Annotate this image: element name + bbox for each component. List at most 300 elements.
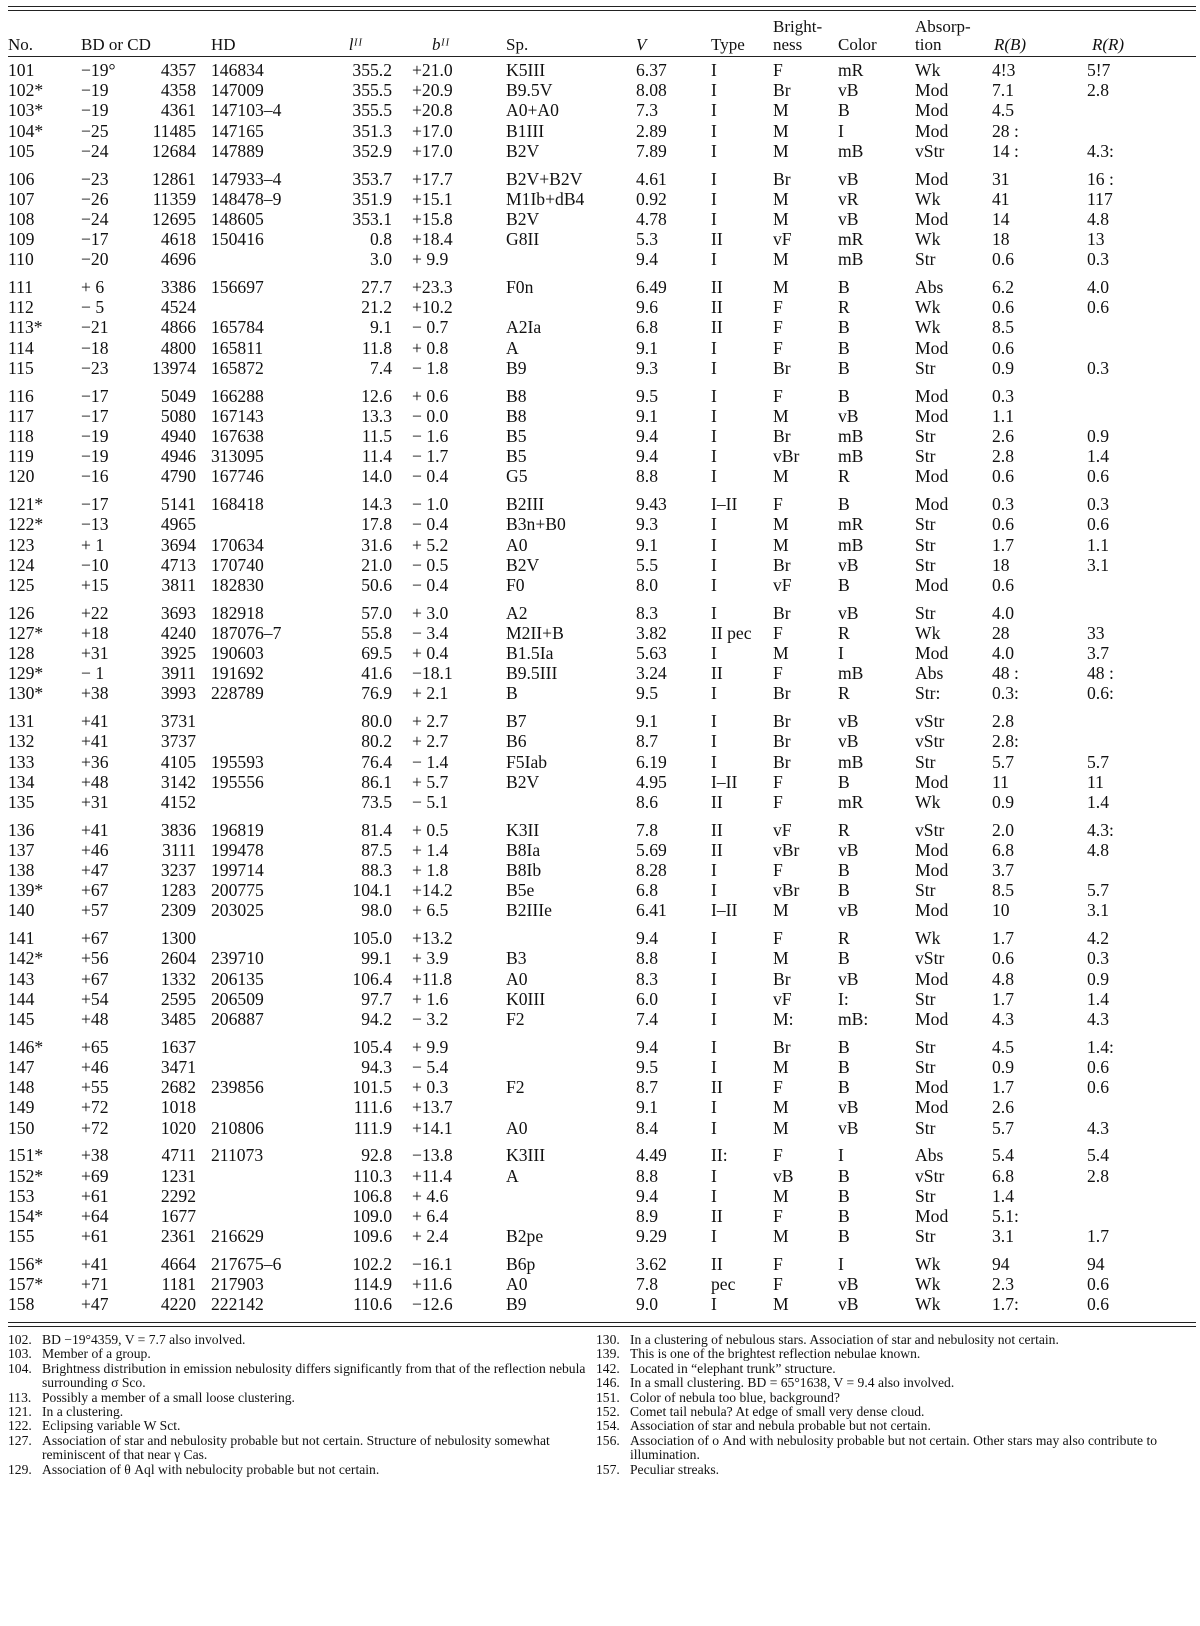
star-number: 149	[8, 1097, 35, 1118]
bd-number: 13974	[152, 357, 196, 378]
spectral-type: B3	[506, 948, 527, 969]
footnote-number: 151.	[596, 1389, 620, 1405]
radius-red: 0.9	[1087, 425, 1109, 446]
spectral-type: B1III	[506, 120, 545, 141]
header-galactic-longitude: lᴵᴵ	[348, 35, 363, 54]
absorption: Wk	[915, 1294, 941, 1315]
brightness: M	[773, 277, 789, 298]
header-spectral-type: Sp.	[506, 35, 529, 54]
galactic-longitude: 353.7	[352, 168, 392, 189]
nebula-type: I	[711, 249, 717, 270]
nebula-type: I–II	[711, 771, 738, 792]
brightness: M	[773, 188, 789, 209]
radius-blue: 1.4	[992, 1185, 1014, 1206]
hd-number	[211, 1037, 319, 1057]
bd-number: 1283	[160, 880, 196, 901]
galactic-latitude: − 1.6	[412, 425, 449, 446]
table-row	[8, 1118, 1196, 1138]
nebula-type: II	[711, 277, 723, 298]
table-row	[8, 1166, 1196, 1186]
color: vB	[838, 602, 859, 623]
star-number: 138	[8, 860, 35, 881]
absorption: vStr	[915, 819, 945, 840]
radius-red: 0.6:	[1087, 683, 1114, 704]
spectral-type: B7	[506, 711, 527, 732]
brightness: F	[773, 663, 783, 684]
magnitude: 4.95	[636, 771, 667, 792]
absorption: Mod	[915, 771, 949, 792]
table-body	[8, 57, 1196, 1314]
absorption: Wk	[915, 297, 941, 318]
galactic-latitude: + 3.0	[412, 602, 449, 623]
galactic-longitude: 105.4	[352, 1036, 392, 1057]
nebula-type: I	[711, 988, 717, 1009]
bd-number: 4358	[160, 80, 196, 101]
galactic-longitude: 104.1	[352, 880, 392, 901]
nebula-type: pec	[711, 1274, 736, 1295]
hd-number: 167638	[211, 425, 264, 446]
brightness: F	[773, 297, 783, 318]
color: mR	[838, 60, 864, 80]
hd-number: 217675–6	[211, 1253, 282, 1274]
nebula-type: I	[711, 534, 717, 555]
top-rule	[8, 6, 1196, 7]
absorption: Str	[915, 534, 936, 555]
radius-red	[1062, 1097, 1144, 1117]
table-row	[8, 820, 1196, 840]
radius-blue: 3.1	[992, 1226, 1014, 1247]
nebula-type: I	[711, 466, 717, 487]
radius-red	[1062, 386, 1144, 406]
galactic-latitude: − 3.4	[412, 622, 449, 643]
magnitude: 4.49	[636, 1145, 667, 1166]
bd-number: 4240	[160, 622, 196, 643]
hd-number: 167746	[211, 466, 264, 487]
star-number: 113*	[8, 317, 43, 338]
color: B	[838, 494, 850, 515]
bd-designation	[81, 603, 211, 623]
galactic-longitude: 11.4	[361, 446, 392, 467]
absorption: Mod	[915, 900, 949, 921]
bd-zone: −18	[81, 337, 109, 358]
bd-zone: +41	[81, 1253, 109, 1274]
table-row	[8, 249, 1196, 269]
footnote-number: 104.	[8, 1360, 32, 1376]
magnitude: 7.8	[636, 1274, 658, 1295]
magnitude: 8.7	[636, 1077, 658, 1098]
spectral-type: F2	[506, 1009, 525, 1029]
radius-blue: 0.6	[992, 337, 1014, 358]
magnitude: 9.1	[636, 1097, 658, 1118]
spectral-type: K3II	[506, 819, 540, 840]
table-row	[8, 209, 1196, 229]
radius-red	[1062, 731, 1144, 751]
document-page	[0, 6, 1200, 1626]
absorption: Mod	[915, 839, 949, 860]
bd-designation	[81, 514, 211, 534]
brightness: Br	[773, 711, 791, 732]
spectral-type: A2	[506, 602, 528, 623]
footnote-text: In a clustering of nebulous stars. Association of star and nebulosity not certain.	[630, 1332, 1059, 1347]
star-number: 146*	[8, 1036, 44, 1057]
radius-red: 0.6	[1087, 514, 1109, 535]
bd-designation	[81, 169, 211, 189]
radius-red: 4.8	[1087, 208, 1109, 229]
brightness: Br	[773, 731, 791, 752]
absorption: Wk	[915, 1274, 941, 1295]
nebula-type: I	[711, 425, 717, 446]
table-row	[8, 792, 1196, 812]
spectral-type: B6	[506, 731, 527, 752]
nebula-type: I	[711, 860, 717, 881]
galactic-latitude: +14.2	[412, 880, 453, 901]
nebula-type: I	[711, 100, 717, 121]
radius-blue: 0.3	[992, 385, 1014, 406]
table-row	[8, 426, 1196, 446]
radius-blue: 11	[992, 771, 1009, 792]
bd-zone: +48	[81, 771, 109, 792]
galactic-latitude: − 1.7	[412, 446, 449, 467]
star-number: 120	[8, 466, 35, 487]
nebula-type: I	[711, 1294, 717, 1315]
hd-number: 239856	[211, 1077, 264, 1098]
footnote	[596, 1405, 1178, 1419]
color: vB	[838, 839, 859, 860]
bd-designation	[81, 386, 211, 406]
radius-red: 1.7	[1087, 1226, 1109, 1247]
bd-number: 2595	[160, 988, 196, 1009]
header-radius-red: R(R)	[1092, 35, 1125, 54]
nebula-type: I	[711, 928, 717, 949]
hd-number: 156697	[211, 277, 264, 298]
nebula-type: I	[711, 514, 717, 535]
radius-blue: 4.5	[992, 100, 1014, 121]
radius-red: 0.6	[1087, 466, 1109, 487]
galactic-latitude: −13.8	[412, 1145, 453, 1166]
table-row	[8, 603, 1196, 623]
hd-number: 222142	[211, 1294, 264, 1315]
absorption: Str	[915, 1036, 936, 1057]
galactic-longitude: 114.9	[353, 1274, 392, 1295]
hd-number: 200775	[211, 880, 264, 901]
footnote-number: 139.	[596, 1346, 620, 1362]
magnitude: 9.6	[636, 297, 658, 318]
nebula-type: I	[711, 574, 717, 595]
radius-blue: 7.1	[992, 80, 1014, 101]
bd-zone: −19	[81, 80, 109, 101]
absorption: Mod	[915, 1077, 949, 1098]
footnote-number: 129.	[8, 1461, 32, 1477]
spectral-type: B6p	[506, 1253, 536, 1274]
bd-designation	[81, 1294, 211, 1314]
footnote	[8, 1391, 590, 1405]
galactic-longitude: 11.8	[361, 337, 392, 358]
spectral-type: G8II	[506, 229, 540, 250]
color: mB	[838, 249, 864, 270]
radius-red: 1.4	[1087, 446, 1109, 467]
brightness: Br	[773, 554, 791, 575]
bd-number: 12684	[152, 140, 196, 161]
brightness: M	[773, 120, 789, 141]
radius-red: 4.3	[1087, 1117, 1109, 1138]
brightness: M	[773, 405, 789, 426]
color: B	[838, 1205, 850, 1226]
brightness: F	[773, 494, 783, 515]
absorption: Str	[915, 602, 936, 623]
bd-designation	[81, 840, 211, 860]
radius-blue: 94	[992, 1253, 1010, 1274]
table-row	[8, 1037, 1196, 1057]
row-group	[8, 711, 1196, 812]
magnitude: 6.41	[636, 900, 667, 921]
brightness: vB	[773, 1165, 794, 1186]
spectral-type: F0	[506, 574, 525, 595]
bd-number: 2682	[160, 1077, 196, 1098]
radius-red: 2.8	[1087, 1165, 1109, 1186]
color: B	[838, 277, 850, 298]
magnitude: 5.69	[636, 839, 667, 860]
bd-zone: −25	[81, 120, 109, 141]
table-row	[8, 229, 1196, 249]
galactic-latitude: −16.1	[412, 1253, 453, 1274]
table-row	[8, 880, 1196, 900]
galactic-latitude: + 0.6	[412, 385, 449, 406]
bd-zone: −23	[81, 357, 109, 378]
galactic-longitude: 69.5	[361, 643, 392, 664]
footnote	[8, 1419, 590, 1433]
galactic-latitude: − 5.4	[412, 1056, 449, 1077]
galactic-latitude: + 1.6	[412, 988, 449, 1009]
magnitude: 4.61	[636, 168, 667, 189]
magnitude: 5.3	[636, 229, 658, 250]
bd-number: 4664	[160, 1253, 196, 1274]
bd-number: 1018	[160, 1097, 196, 1118]
star-number: 142*	[8, 948, 44, 969]
radius-blue: 41	[992, 188, 1010, 209]
bd-designation	[81, 1037, 211, 1057]
absorption: Str	[915, 1226, 936, 1247]
footnote-text: Possibly a member of a small loose clustering.	[42, 1389, 295, 1405]
star-number: 103*	[8, 100, 44, 121]
bd-designation	[81, 683, 211, 703]
galactic-longitude: 110.3	[353, 1165, 392, 1186]
hd-number: 195593	[211, 751, 264, 772]
star-number: 158	[8, 1294, 35, 1315]
bd-designation	[81, 711, 211, 731]
radius-blue: 4.8	[992, 968, 1014, 989]
magnitude: 8.28	[636, 860, 667, 881]
galactic-latitude: + 9.9	[412, 249, 449, 270]
footnote-number: 146.	[596, 1375, 620, 1391]
star-number: 148	[8, 1077, 35, 1098]
galactic-longitude: 55.8	[361, 622, 392, 643]
table-row	[8, 711, 1196, 731]
star-number: 111	[8, 277, 34, 298]
magnitude: 8.8	[636, 948, 658, 969]
radius-blue: 0.6	[992, 249, 1014, 270]
brightness: F	[773, 860, 783, 881]
bd-zone: +15	[81, 574, 109, 595]
nebula-type: II	[711, 819, 723, 840]
bd-designation	[81, 575, 211, 595]
color: vB	[838, 711, 859, 732]
spectral-type: B2IIIe	[506, 900, 552, 921]
hd-number	[211, 249, 319, 269]
hd-number	[211, 1186, 319, 1206]
radius-blue: 1.7	[992, 534, 1014, 555]
bd-zone: − 5	[81, 297, 105, 318]
spectral-type: B9	[506, 1294, 527, 1315]
spectral-type: M1Ib+dB4	[506, 188, 585, 209]
hd-number: 147889	[211, 140, 264, 161]
table-row	[8, 1077, 1196, 1097]
spectral-type	[506, 792, 636, 812]
star-number: 104*	[8, 120, 44, 141]
hd-number: 199714	[211, 860, 264, 881]
hd-number	[211, 514, 319, 534]
footnote-text: Association of star and nebula probable but not certain.	[630, 1418, 931, 1434]
spectral-type: B2V	[506, 771, 540, 792]
absorption: Mod	[915, 168, 949, 189]
header-color: Color	[838, 35, 877, 54]
footnotes	[8, 1333, 1196, 1477]
hd-number: 199478	[211, 839, 264, 860]
hd-number: 148605	[211, 208, 264, 229]
table-row	[8, 317, 1196, 337]
color: I	[838, 1145, 844, 1166]
footnote	[8, 1333, 590, 1347]
absorption: Wk	[915, 60, 941, 80]
spectral-type: A0	[506, 534, 528, 555]
magnitude: 9.1	[636, 534, 658, 555]
nebula-type: II	[711, 791, 723, 812]
color: vB	[838, 80, 859, 101]
bd-number: 3731	[160, 711, 196, 732]
galactic-latitude: + 6.4	[412, 1205, 449, 1226]
bd-designation	[81, 1118, 211, 1138]
bd-number: 4152	[160, 791, 196, 812]
star-number: 105	[8, 140, 35, 161]
galactic-latitude: + 0.8	[412, 337, 449, 358]
magnitude: 6.8	[636, 880, 658, 901]
color: vB	[838, 168, 859, 189]
galactic-latitude: − 0.5	[412, 554, 449, 575]
brightness: vF	[773, 229, 792, 250]
galactic-longitude: 105.0	[352, 928, 392, 949]
radius-red: 4.0	[1087, 277, 1109, 298]
color: B	[838, 771, 850, 792]
star-number: 114	[8, 337, 34, 358]
bd-zone: +71	[81, 1274, 109, 1295]
nebula-type: I	[711, 446, 717, 467]
color: B	[838, 1077, 850, 1098]
bd-designation	[81, 752, 211, 772]
header-magnitude: V	[636, 35, 647, 54]
spectral-type	[506, 1206, 636, 1226]
galactic-latitude: +13.7	[412, 1097, 453, 1118]
star-number: 109	[8, 229, 35, 250]
bd-number: 3925	[160, 643, 196, 664]
galactic-latitude: +21.0	[412, 60, 453, 80]
brightness: M	[773, 534, 789, 555]
radius-red: 0.3	[1087, 357, 1109, 378]
hd-number: 165872	[211, 357, 264, 378]
absorption: Abs	[915, 277, 944, 298]
absorption: Mod	[915, 337, 949, 358]
footnote	[596, 1362, 1178, 1376]
table-row	[8, 80, 1196, 100]
bd-number: 1020	[160, 1117, 196, 1138]
bd-zone: + 1	[81, 534, 105, 555]
footnote-number: 102.	[8, 1332, 32, 1347]
spectral-type: B3n+B0	[506, 514, 566, 535]
galactic-longitude: 0.8	[370, 229, 392, 250]
hd-number: 147165	[211, 120, 264, 141]
bd-designation	[81, 1057, 211, 1077]
galactic-longitude: 92.8	[361, 1145, 392, 1166]
magnitude: 6.19	[636, 751, 667, 772]
galactic-longitude: 13.3	[361, 405, 392, 426]
bd-designation	[81, 948, 211, 968]
absorption: Mod	[915, 494, 949, 515]
bd-zone: +72	[81, 1097, 109, 1118]
galactic-latitude: +18.4	[412, 229, 453, 250]
footnote-number: 152.	[596, 1404, 620, 1420]
table-row	[8, 338, 1196, 358]
radius-blue: 1.1	[992, 405, 1014, 426]
radius-red: 1.4	[1087, 988, 1109, 1009]
footnote	[596, 1434, 1178, 1463]
brightness: M	[773, 514, 789, 535]
magnitude: 8.7	[636, 731, 658, 752]
magnitude: 4.78	[636, 208, 667, 229]
brightness: Br	[773, 168, 791, 189]
brightness: M	[773, 466, 789, 487]
radius-red: 0.6	[1087, 1077, 1109, 1098]
radius-red: 4.2	[1087, 928, 1109, 949]
bd-zone: +31	[81, 791, 109, 812]
radius-blue: 4!3	[992, 60, 1016, 80]
bd-designation	[81, 229, 211, 249]
magnitude: 6.8	[636, 317, 658, 338]
radius-blue: 28	[992, 622, 1010, 643]
footnotes-left-column	[8, 1333, 596, 1477]
magnitude: 9.1	[636, 711, 658, 732]
nebula-type: I	[711, 1226, 717, 1247]
bd-zone: +31	[81, 643, 109, 664]
table-row	[8, 169, 1196, 189]
galactic-longitude: 76.9	[361, 683, 392, 704]
galactic-latitude: + 1.8	[412, 860, 449, 881]
star-number: 107	[8, 188, 35, 209]
header-radius-blue: R(B)	[994, 35, 1027, 54]
footnote-number: 154.	[596, 1418, 620, 1434]
galactic-longitude: 352.9	[352, 140, 392, 161]
footnote-text: BD −19°4359, V = 7.7 also involved.	[42, 1332, 246, 1347]
radius-red: 0.3	[1087, 494, 1109, 515]
galactic-longitude: 41.6	[361, 663, 392, 684]
absorption: vStr	[915, 711, 945, 732]
spectral-type: B8	[506, 405, 527, 426]
color: B	[838, 1165, 850, 1186]
table-row	[8, 100, 1196, 120]
galactic-latitude: +15.1	[412, 188, 453, 209]
spectral-type: B2V	[506, 554, 540, 575]
magnitude: 9.4	[636, 446, 658, 467]
spectral-type: B8	[506, 385, 527, 406]
table-row	[8, 1254, 1196, 1274]
radius-blue: 18	[992, 229, 1010, 250]
